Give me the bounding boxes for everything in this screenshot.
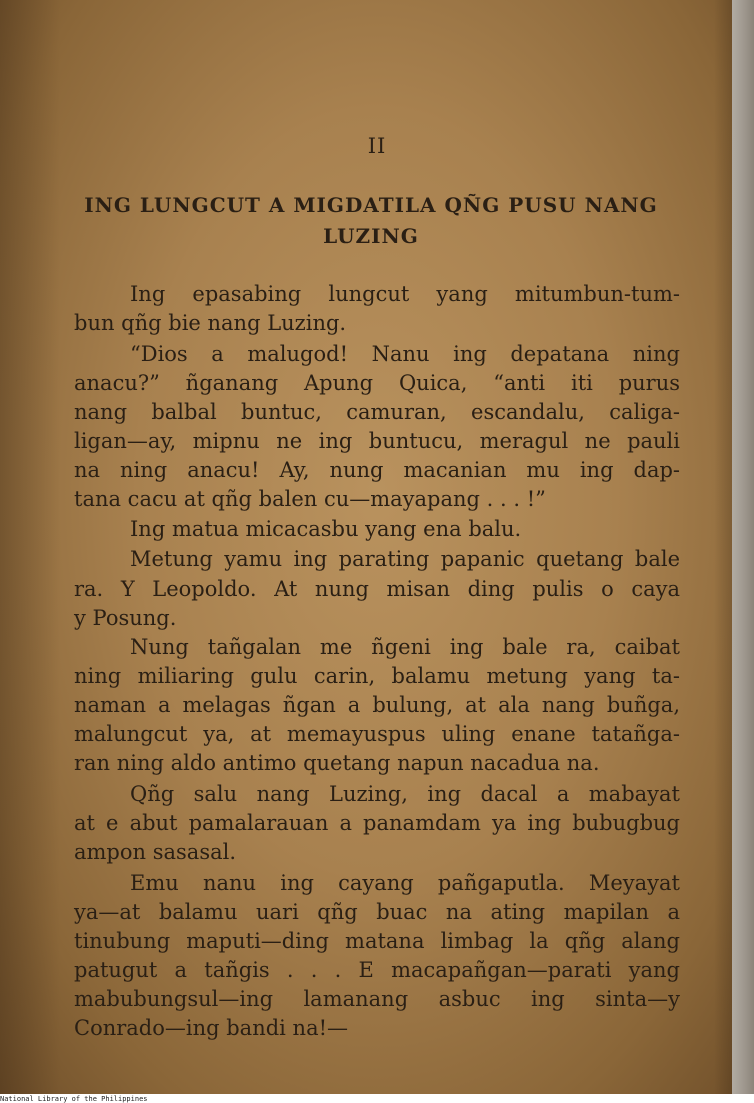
body-line: at e abut pamalarauan a panamdam ya ing bubugbug — [74, 811, 680, 835]
body-line: malungcut ya, at memayuspus uling enane tatañga- — [74, 722, 680, 746]
chapter-title-line: LUZING — [323, 224, 419, 248]
body-line: tana cacu at qñg balen cu—mayapang . . . !” — [74, 487, 546, 511]
body-line: y Posung. — [74, 606, 177, 630]
body-line: na ning anacu! Ay, nung macanian mu ing dap- — [74, 458, 680, 482]
body-line: ran ning aldo antimo quetang napun nacadua na. — [74, 751, 600, 775]
body-line: tinubung maputi—ding matana limbag la qñg alang — [74, 929, 680, 953]
page-edge — [732, 0, 754, 1094]
body-line: Conrado—ing bandi na!— — [74, 1016, 349, 1040]
body-line: mabubungsul—ing lamanang asbuc ing sinta—y — [74, 987, 680, 1011]
body-line: Ing epasabing lungcut yang mitumbun-tum- — [130, 282, 680, 306]
body-line: naman a melagas ñgan a bulung, at ala nang buñga, — [74, 693, 680, 717]
body-line: Nung tañgalan me ñgeni ing bale ra, caibat — [130, 635, 680, 659]
body-line: “Dios a malugod! Nanu ing depatana ning — [130, 342, 680, 366]
body-line: patugut a tañgis . . . E macapañgan—parati yang — [74, 958, 680, 982]
chapter-title-line: ING LUNGCUT A MIGDATILA QÑG PUSU NANG — [84, 193, 658, 217]
chapter-number: II — [367, 134, 387, 158]
body-line: Qñg salu nang Luzing, ing dacal a mabayat — [130, 782, 680, 806]
body-line: Metung yamu ing parating papanic quetang bale — [130, 547, 680, 571]
body-line: Ing matua micacasbu yang ena balu. — [130, 517, 522, 541]
body-line: Emu nanu ing cayang pañgaputla. Meyayat — [130, 871, 680, 895]
body-line: ligan—ay, mipnu ne ing buntucu, meragul ne pauli — [74, 429, 680, 453]
body-line: nang balbal buntuc, camuran, escandalu, caliga- — [74, 400, 680, 424]
library-credit: National Library of the Philippines — [0, 1095, 148, 1103]
body-line: ampon sasasal. — [74, 840, 237, 864]
body-line: ning miliaring gulu carin, balamu metung yang ta- — [74, 664, 680, 688]
body-line: ya—at balamu uari qñg buac na ating mapilan a — [74, 900, 680, 924]
chapter-title — [60, 190, 682, 252]
body-line: ra. Y Leopoldo. At nung misan ding pulis o caya — [74, 577, 680, 601]
body-line: bun qñg bie nang Luzing. — [74, 311, 347, 335]
body-line: anacu?” ñganang Apung Quica, “anti iti purus — [74, 371, 680, 395]
